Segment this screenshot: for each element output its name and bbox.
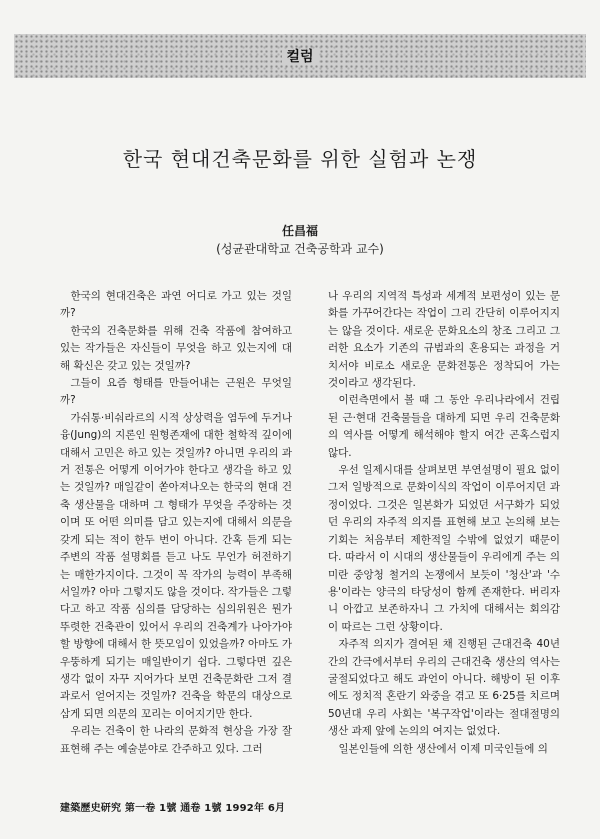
author-name: 任昌福 <box>281 224 318 238</box>
paragraph: 나 우리의 지역적 특성과 세계적 보편성이 있는 문화를 가꾸어간다는 작업이 그리 간단히 이루어지지는 않을 것이다. 새로운 문화요소의 창조 그리고 그러한 요소가 기존의 규범과의 혼용되는 과정을 거치서야 비로소 새로운 문화전통은 정착되어 가는 것이라고 생각된다. <box>328 290 560 390</box>
paragraph: 그들이 요즘 형태를 만들어내는 근원은 무엇일까? <box>60 377 292 407</box>
paragraph: 가쉬통·비숴라르의 시적 상상력을 염두에 두거나 융(Jung)의 지론인 원형존재에 대한 철학적 깊이에 대해서 고민은 하고 있는 것일까? 아니면 우리의 과거 전통은 어떻게 이어가야 한다고 생각을 하고 있는 것일까? 매일같이 쏟아져나오는 한국의 현대 건축 생산물을 대하며 그 형태가 무엇을 주장하는 것이며 또 어떤 의미를 담고 있는지에 대해서 의문을 갖게 되는 적이 한두 번이 아니다. 간혹 듣게 되는 주변의 작품 설명회를 듣고 나도 무언가 허전하기는 매한가지이다. 그것이 꼭 작가의 능력이 부족해서일까? 아마 그렇지도 않을 것이다. 작가들은 그렇다고 하고 작품 심의를 담당하는 심의위원은 뭔가 뚜렷한 건축관이 있어서 우리의 건축계가 나아가야 할 방향에 대해서 한 뜻모임이 있었을까? 아마도 가우뚱하게 되기는 매일반이기 쉽다. 그렇다면 깊은 생각 없이 자꾸 지어가다 보면 건축문화란 그저 결과로서 얻어지는 것일까? 건축을 학문의 대상으로 삼게 되면 의문의 꼬리는 이어지기만 한다. <box>60 411 292 720</box>
paragraph: 일본인들에 의한 생산에서 이제 미국인들에 의 <box>338 742 548 755</box>
column-label: 컬럼 <box>282 49 317 65</box>
left-column <box>60 288 292 758</box>
paragraph: 이런측면에서 볼 때 그 동안 우리나라에서 건립된 근·현대 건축물들을 대하게 되면 우리 건축문화의 역사를 어떻게 해석해야 할지 여간 곤혹스럽지 않다. <box>328 394 560 459</box>
paragraph: 우선 일제시대를 살펴보면 부연설명이 필요 없이 그저 일방적으로 문화이식의 작업이 이루어지던 과정이었다. 그것은 일본화가 되었던 서구화가 되었던 우리의 자주적 의지를 표현해 보고 논의해 보는 기회는 처음부터 제한적일 수밖에 없었기 때문이다. 따라서 이 시대의 생산물들이 우리에게 주는 의미란 중앙청 철거의 논쟁에서 보듯이 '청산'과 '수용'이라는 양극의 타당성이 함께 존재한다. 버리자니 아깝고 보존하자니 그 가치에 대해서는 회의감이 따르는 그런 상황이다. <box>328 464 560 633</box>
paragraph: 한국의 건축문화를 위해 건축 작품에 참여하고 있는 작가들은 자신들이 무엇을 하고 있는지에 대해 확신은 갖고 있는 것일까? <box>60 324 292 372</box>
column-banner <box>14 34 586 78</box>
right-column <box>328 288 560 758</box>
article-title: 한국 현대건축문화를 위한 실험과 논쟁 <box>122 147 478 171</box>
paragraph: 한국의 현대건축은 과연 어디로 가고 있는 것일까? <box>60 290 292 320</box>
paragraph: 자주적 의지가 결여된 채 진행된 근대건축 40년간의 간극에서부터 우리의 근대건축 생산의 역사는 굴절되었다고 해도 과언이 아니다. 해방이 된 이후에도 정치적 혼란기 와중을 겪고 또 6·25를 치르며 50년대 우리 사회는 '복구작업'이라는 절대절명의 생산 과제 앞에 논의의 여지는 없었다. <box>328 638 560 738</box>
journal-footer: 建築歷史研究 第一卷 1號 通卷 1號 1992年 6月 <box>60 803 286 814</box>
paragraph: 우리는 건축이 한 나라의 문화적 현상을 가장 잘 표현해 주는 예술분야로 간주하고 있다. 그러 <box>60 725 292 755</box>
author-affiliation: (성균관대학교 건축공학과 교수) <box>216 242 384 256</box>
